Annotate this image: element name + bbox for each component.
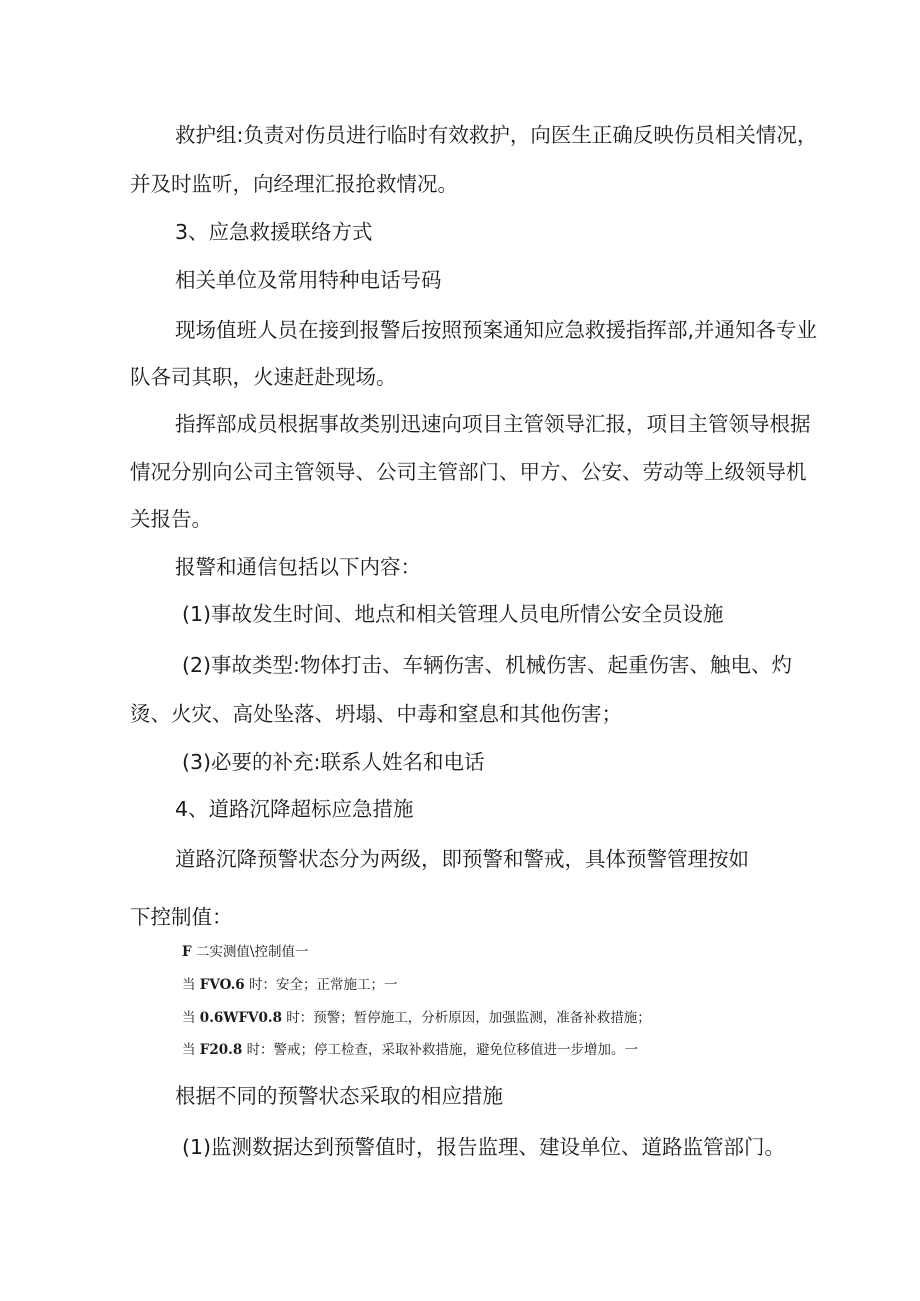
formula-warning-condition: 当 0.6WFV0.8 时：预警；暂停施工，分析原因，加强监测，准备补救措施；: [182, 1010, 651, 1026]
paragraph-settlement-line2: 下控制值：: [130, 905, 233, 929]
paragraph-rescue-team-line2: 并及时监听，向经理汇报抢救情况。: [130, 172, 458, 196]
section-heading-3: 3、应急救援联络方式: [175, 220, 373, 244]
paragraph-command-line3: 关报告。: [130, 507, 212, 531]
paragraph-duty-staff-line2: 队各司其职，火速赶赴现场。: [130, 365, 397, 389]
list-item-monitoring: (1)监测数据达到预警值时，报告监理、建设单位、道路监管部门。: [182, 1135, 786, 1159]
paragraph-phone-numbers: 相关单位及常用特种电话号码: [175, 268, 442, 292]
list-item-1: (1)事故发生时间、地点和相关管理人员电所情公安全员设施: [182, 602, 724, 626]
list-item-2-line2: 烫、火灾、高处坠落、坍塌、中毒和窒息和其他伤害；: [130, 702, 622, 726]
list-item-3: (3)必要的补充:联系人姓名和电话: [182, 750, 485, 774]
paragraph-rescue-team-line1: 救护组:负责对伤员进行临时有效救护，向医生正确反映伤员相关情况，: [175, 123, 818, 147]
paragraph-measures: 根据不同的预警状态采取的相应措施: [175, 1084, 503, 1108]
paragraph-command-line2: 情况分别向公司主管领导、公司主管部门、甲方、公安、劳动等上级领导机: [130, 460, 807, 484]
formula-definition: F 二实测值\控制值一: [182, 944, 309, 960]
formula-alert-condition: 当 F20.8 时：警戒；停工检查，采取补救措施，避免位移值进一步增加。一: [182, 1042, 639, 1058]
paragraph-settlement-line1: 道路沉降预警状态分为两级，即预警和警戒，具体预警管理按如: [175, 847, 749, 871]
paragraph-command-line1: 指挥部成员根据事故类别迅速向项目主管领导汇报，项目主管领导根据: [175, 412, 811, 436]
list-item-2-line1: (2)事故类型:物体打击、车辆伤害、机械伤害、起重伤害、触电、灼: [182, 653, 792, 677]
paragraph-alarm-contents: 报警和通信包括以下内容：: [175, 555, 421, 579]
paragraph-duty-staff-line1: 现场值班人员在接到报警后按照预案通知应急救援指挥部,并通知各专业: [175, 318, 818, 342]
formula-safe-condition: 当 FVO.6 时：安全；正常施工；一: [182, 977, 398, 993]
section-heading-4: 4、道路沉降超标应急措施: [175, 797, 414, 821]
